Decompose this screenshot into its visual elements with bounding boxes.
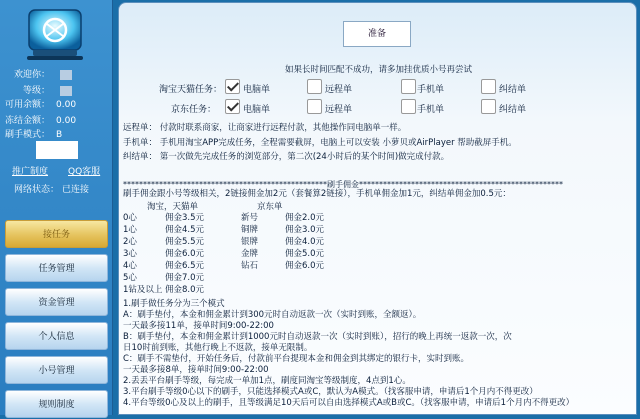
jd-level: 钻石 xyxy=(241,261,259,271)
mode-value: B xyxy=(56,130,63,140)
taobao-level: 4心 xyxy=(123,261,137,271)
taobao-task-label: 淘宝天猫任务： xyxy=(159,85,223,95)
commission-header: ***************************************************刷手佣金*************************************************** xyxy=(123,180,563,189)
jd-level: 金牌 xyxy=(241,249,259,259)
jd-fee: 佣金3.0元 xyxy=(285,225,325,235)
rule-line: C：刷手不需垫付，开始任务后，付款前平台提现本金和佣金到其绑定的银行卡，实时到账。 xyxy=(123,354,469,364)
jd-remote-label: 远程单 xyxy=(325,105,353,115)
taobao-level: 3心 xyxy=(123,249,137,259)
main-panel xyxy=(118,2,637,415)
rule-line: 3.平台刷手等级0心以下的刷手，只能选择模式A或C，默认为A模式。（找客服申请，申请后1个月内不得更改） xyxy=(123,387,538,397)
desc-remote: 远程单： 付款时联系商家，让商家进行远程付款，其他操作同电脑单一样。 xyxy=(123,123,407,133)
mode-label: 刷手模式： xyxy=(4,130,50,140)
welcome-row xyxy=(0,68,112,82)
taobao-mobile-checkbox[interactable] xyxy=(401,79,416,94)
jd-fee: 佣金2.0元 xyxy=(285,213,325,223)
balance-label: 可用余额： xyxy=(4,100,50,110)
rule-line: 4.平台等级0心及以上的刷手，且等级满足10天后可以自由选择模式A或B或C。（找客服申请，申请后1个月内不得更改） xyxy=(123,398,575,408)
jd-remote-checkbox[interactable] xyxy=(307,99,322,114)
match-hint: 如果长时间匹配不成功，请多加挂优质小号再尝试 xyxy=(284,65,472,75)
qr-placeholder xyxy=(36,141,78,159)
taobao-level: 1心 xyxy=(123,225,137,235)
rule-line: 日10时前到账，其他行晚上不返款，接单无限制。 xyxy=(123,343,313,353)
nav-personal-info[interactable]: 个人信息 xyxy=(5,322,108,350)
rule-line: A：刷手垫付，本金和佣金累计到300元时自动返款一次（实时到账，全额返）。 xyxy=(123,310,422,320)
sidebar-links xyxy=(0,164,112,178)
taobao-mobile-label: 手机单 xyxy=(417,85,445,95)
taobao-fee: 佣金6.0元 xyxy=(165,249,205,259)
taobao-tangle-label: 纠结单 xyxy=(499,85,527,95)
commission-note: 刷手佣金跟小号等级相关，2链接佣金加2元（套餐算2链接），手机单佣金加1元，纠结单佣金加0.5元： xyxy=(123,189,511,199)
taobao-level: 1钻及以上 xyxy=(123,285,163,295)
rule-line: 一天最多接11单，接单时间9:00-22:00 xyxy=(123,321,274,331)
app-logo-icon xyxy=(25,6,85,64)
jd-pc-label: 电脑单 xyxy=(243,105,271,115)
taobao-tangle-checkbox[interactable] xyxy=(481,79,496,94)
jd-level: 银牌 xyxy=(241,237,259,247)
frozen-label: 冻结金额： xyxy=(4,116,50,126)
jd-pc-checkbox[interactable] xyxy=(225,99,240,114)
mode-row xyxy=(0,128,112,142)
taobao-fee: 佣金6.5元 xyxy=(165,261,205,271)
taobao-remote-label: 远程单 xyxy=(325,85,353,95)
sidebar xyxy=(0,0,113,415)
taobao-level: 0心 xyxy=(123,213,137,223)
taobao-fee: 佣金3.5元 xyxy=(165,213,205,223)
promo-link[interactable]: 推广制度 xyxy=(12,167,49,177)
nav-task-management[interactable]: 任务管理 xyxy=(5,254,108,282)
rule-line: 2.丢丢平台刷手等级，每完成一单加1点，刷度同淘宝等级制度，4点到1心。 xyxy=(123,376,411,386)
level-label: 等级： xyxy=(22,86,50,96)
level-row xyxy=(0,84,112,98)
balance-value: 0.00 xyxy=(56,100,77,110)
frozen-value: 0.00 xyxy=(56,116,77,126)
qq-service-link[interactable]: QQ客服 xyxy=(68,167,101,177)
jd-fee: 佣金5.0元 xyxy=(285,249,325,259)
jd-fee: 佣金4.0元 xyxy=(285,237,325,247)
taobao-fee: 佣金7.0元 xyxy=(165,273,205,283)
jd-tangle-checkbox[interactable] xyxy=(481,99,496,114)
jd-col-header: 京东单 xyxy=(257,202,283,212)
rule-line: 1.刷手做任务分为三个模式 xyxy=(123,299,225,309)
welcome-label: 欢迎你： xyxy=(13,70,50,80)
taobao-level: 2心 xyxy=(123,237,137,247)
jd-level: 新号 xyxy=(241,213,259,223)
taobao-pc-checkbox[interactable] xyxy=(225,79,240,94)
jd-task-row xyxy=(119,99,638,117)
desc-mobile: 手机单： 手机用淘宝APP完成任务，全程需要截屏，电脑上可以安装 小萝贝或AirPlayer 帮助截屏手机。 xyxy=(123,138,517,148)
nav-fund-management[interactable]: 资金管理 xyxy=(5,288,108,316)
rule-line: B：刷手垫付，本金和佣金累计到1000元时自动返款一次（实时到账），招行的晚上再统一返款一次，次 xyxy=(123,332,512,342)
taobao-fee: 佣金4.5元 xyxy=(165,225,205,235)
network-status-value: 已连接 xyxy=(62,185,90,195)
taobao-fee: 佣金8.0元 xyxy=(165,285,205,295)
taobao-col-header: 淘宝，天猫单 xyxy=(147,202,199,212)
network-status xyxy=(0,182,112,196)
taobao-pc-label: 电脑单 xyxy=(243,85,271,95)
taobao-level: 5心 xyxy=(123,273,137,283)
taobao-remote-checkbox[interactable] xyxy=(307,79,322,94)
nav-rules[interactable]: 规则制度 xyxy=(5,390,108,418)
nav-alt-account-management[interactable]: 小号管理 xyxy=(5,356,108,384)
jd-tangle-label: 纠结单 xyxy=(499,105,527,115)
jd-level: 铜牌 xyxy=(241,225,259,235)
taobao-task-row xyxy=(119,79,638,97)
jd-mobile-checkbox[interactable] xyxy=(401,99,416,114)
jd-fee: 佣金6.0元 xyxy=(285,261,325,271)
desc-tangle: 纠结单： 第一次做先完成任务的浏览部分，第二次(24小时后的某个时间)做完成付款。 xyxy=(123,152,450,162)
jd-task-label: 京东任务： xyxy=(171,105,217,115)
level-value xyxy=(56,84,72,98)
frozen-row xyxy=(0,114,112,128)
ready-button[interactable]: 准备 xyxy=(343,21,411,47)
rule-line: 一天最多接8单，接单时间9:00-22:00 xyxy=(123,365,269,375)
nav-accept-task[interactable]: 接任务 xyxy=(5,220,108,248)
welcome-value xyxy=(56,68,72,82)
network-status-label: 网络状态： xyxy=(14,185,60,195)
taobao-fee: 佣金5.5元 xyxy=(165,237,205,247)
balance-row xyxy=(0,98,112,112)
jd-mobile-label: 手机单 xyxy=(417,105,445,115)
